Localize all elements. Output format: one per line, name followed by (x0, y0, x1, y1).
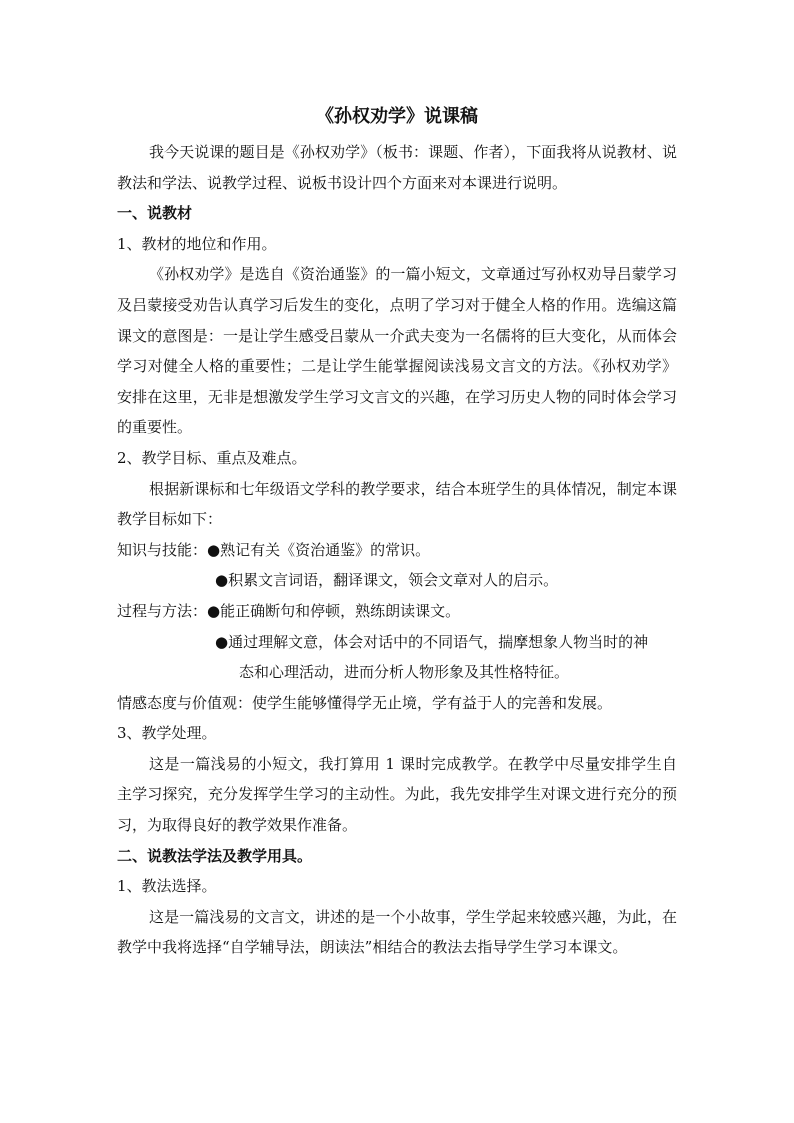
bullet-icon: ● (207, 540, 221, 559)
goal-knowledge-item-1: 熟记有关《资治通鉴》的常识。 (220, 540, 431, 559)
paragraph-method-choice: 这是一篇浅易的文言文，讲述的是一个小故事，学生学起来较感兴趣，为此，在教学中我将选择“自学辅导法，朗读法”相结合的教法去指导学生学习本课文。 (117, 907, 677, 957)
subheading-role: 1、教材的地位和作用。 (117, 234, 277, 253)
goal-emotion: 情感态度与价值观：使学生能够懂得学无止境，学有益于人的完善和发展。 (117, 693, 613, 712)
goal-process-label: 过程与方法： (117, 601, 208, 620)
goal-process-row-3 (117, 657, 677, 688)
goal-knowledge-row (117, 535, 677, 566)
section-heading-methods: 二、说教法学法及教学用具。 (117, 846, 313, 865)
goal-knowledge-item-2: 积累文言词语，翻译课文，领会文章对人的启示。 (228, 571, 559, 590)
subheading-handling: 3、教学处理。 (117, 724, 217, 743)
goal-process-item-2b: 态和心理活动，进而分析人物形象及其性格特征。 (239, 663, 570, 682)
subheading-goals: 2、教学目标、重点及难点。 (117, 448, 307, 467)
goal-process-item-1: 能正确断句和停顿，熟练朗读课文。 (220, 601, 461, 620)
intro-paragraph: 我今天说课的题目是《孙权劝学》（板书：课题、作者），下面我将从说教材、说教法和学法、说教学过程、说板书设计四个方面来对本课进行说明。 (117, 143, 677, 192)
paragraph-role: 《孙权劝学》是选自《资治通鉴》的一篇小短文，文章通过写孙权劝导吕蒙学习及吕蒙接受劝告认真学习后发生的变化，点明了学习对于健全人格的作用。选编这篇课文的意图是：一是让学生感受吕蒙从一介武夫变为一名儒将的巨大变化，从而体会学习对健全人格的重要性；二是让学生能掌握阅读浅易文言文的方法。《孙权劝学》安排在这里，无非是想激发学生学习文言文的兴趣，在学习历史人物的同时体会学习的重要性。 (117, 265, 677, 437)
document-title: 《孙权劝学》说课稿 (316, 106, 478, 127)
goal-knowledge-row-2 (117, 565, 677, 596)
bullet-icon: ● (215, 571, 229, 590)
goal-process-row (117, 596, 677, 627)
section-heading-textbook: 一、说教材 (117, 204, 193, 223)
goal-knowledge-label: 知识与技能： (117, 540, 208, 559)
bullet-icon: ● (207, 601, 221, 620)
paragraph-goals: 根据新课标和七年级语文学科的教学要求，结合本班学生的具体情况，制定本课教学目标如下： (117, 479, 677, 529)
goal-process-item-2a: 通过理解文意，体会对话中的不同语气，揣摩想象人物当时的神 (228, 632, 649, 651)
bullet-icon: ● (215, 632, 229, 651)
paragraph-handling: 这是一篇浅易的小短文，我打算用 1 课时完成教学。在教学中尽量安排学生自主学习探究，充分发挥学生学习的主动性。为此，我先安排学生对课文进行充分的预习，为取得良好的教学效果作准备。 (117, 754, 677, 835)
goal-process-row-2 (117, 627, 677, 658)
subheading-method-choice: 1、教法选择。 (117, 877, 217, 896)
